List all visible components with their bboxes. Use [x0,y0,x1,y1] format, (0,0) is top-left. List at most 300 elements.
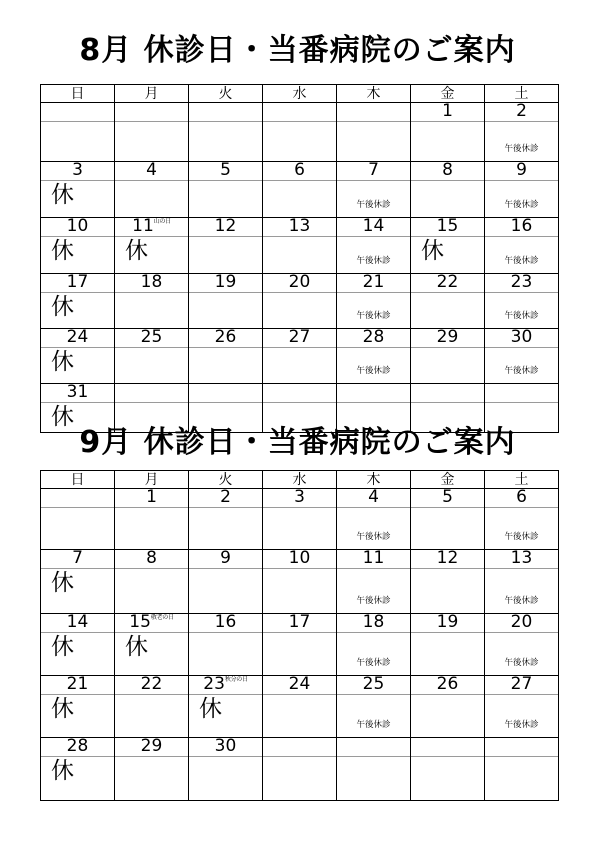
day-number [337,489,410,506]
august-calendar [40,84,559,433]
day-number-text: 23 [203,675,225,694]
day-number-text: 6 [294,161,305,180]
cell-divider [337,180,410,181]
cell-divider [411,180,484,181]
day-number [115,676,188,693]
closed-mark: 休 [51,758,74,784]
day-number [485,489,558,506]
day-number [263,614,336,631]
closed-mark: 休 [51,182,74,208]
closed-mark: 休 [199,696,222,722]
afternoon-closed-note: 午後休診 [356,366,391,376]
cell-divider [337,507,410,508]
day-cell [41,676,115,738]
day-number [189,162,262,179]
afternoon-closed-note: 午後休診 [504,720,539,730]
empty-cell [337,103,411,162]
day-cell [263,489,337,550]
day-number [411,162,484,179]
day-cell [115,614,189,676]
day-number-text: 5 [220,161,231,180]
cell-divider [337,632,410,633]
day-number [337,274,410,291]
cell-divider [263,402,336,403]
day-cell [189,676,263,738]
cell-divider [337,756,410,757]
closed-mark: 休 [51,634,74,660]
day-number-text: 16 [214,613,237,632]
day-number [41,738,114,755]
day-number [115,274,188,291]
weekday-header-row [41,85,559,103]
day-cell [337,489,411,550]
cell-divider [189,694,262,695]
cell-divider [115,121,188,122]
day-number-text: 3 [72,161,83,180]
day-cell [337,218,411,274]
afternoon-closed-note: 午後休診 [356,658,391,668]
day-number-text: 19 [436,613,459,632]
weekday-header: 月 [115,85,189,103]
cell-divider [485,236,558,237]
day-number-text: 11 [362,549,385,568]
cell-divider [337,347,410,348]
day-number-text: 18 [140,273,163,292]
day-cell [41,218,115,274]
closed-mark: 休 [51,696,74,722]
day-number [485,274,558,291]
day-number [485,614,558,631]
empty-cell [411,738,485,801]
afternoon-closed-note: 午後休診 [504,658,539,668]
afternoon-closed-note: 午後休診 [504,144,539,154]
weekday-header: 火 [189,85,263,103]
day-cell [485,550,559,614]
day-number-text: 24 [288,675,311,694]
day-cell [485,676,559,738]
week-row [41,218,559,274]
week-row [41,274,559,329]
day-cell [189,738,263,801]
day-cell [485,489,559,550]
empty-cell [115,103,189,162]
day-number [189,738,262,755]
day-number [115,329,188,346]
closed-mark: 休 [125,634,148,660]
day-cell [485,162,559,218]
day-cell [115,218,189,274]
day-number [337,614,410,631]
day-cell [337,550,411,614]
day-cell [263,329,337,384]
week-row [41,738,559,801]
day-number [337,329,410,346]
day-number-text: 8 [442,161,453,180]
day-cell [115,550,189,614]
day-number-text: 25 [140,328,163,347]
day-cell [189,550,263,614]
day-cell [263,550,337,614]
week-row [41,614,559,676]
week-row [41,103,559,162]
empty-cell [337,738,411,801]
cell-divider [485,632,558,633]
day-number-text: 27 [510,675,533,694]
day-number [485,218,558,235]
afternoon-closed-note: 午後休診 [504,596,539,606]
day-number-text: 7 [368,161,379,180]
day-number [411,676,484,693]
day-number-text: 22 [140,675,163,694]
day-number-text: 2 [516,102,527,121]
afternoon-closed-note: 午後休診 [356,532,391,542]
day-cell [189,274,263,329]
day-number-text: 9 [516,161,527,180]
weekday-header: 土 [485,471,559,489]
day-number-text: 28 [66,737,89,756]
cell-divider [189,292,262,293]
day-number-text: 19 [214,273,237,292]
day-cell [41,738,115,801]
day-number [115,218,188,235]
afternoon-closed-note: 午後休診 [504,532,539,542]
day-number-text: 27 [288,328,311,347]
day-number [41,384,114,401]
day-cell [115,274,189,329]
day-number [189,274,262,291]
day-number [337,162,410,179]
day-number-text: 14 [362,217,385,236]
day-number-text: 26 [436,675,459,694]
cell-divider [411,756,484,757]
weekday-header: 日 [41,471,115,489]
cell-divider [41,347,114,348]
day-number-text: 8 [146,549,157,568]
day-number-text: 4 [146,161,157,180]
day-number [189,218,262,235]
day-number [263,489,336,506]
day-cell [115,329,189,384]
day-number [411,218,484,235]
weekday-header: 水 [263,471,337,489]
day-cell [263,162,337,218]
day-cell [41,614,115,676]
cell-divider [189,347,262,348]
day-number-text: 12 [436,549,459,568]
day-number-text: 7 [72,549,83,568]
day-cell [337,676,411,738]
cell-divider [115,292,188,293]
day-number-text: 14 [66,613,89,632]
day-number [263,162,336,179]
day-number-text: 13 [510,549,533,568]
cell-divider [115,694,188,695]
cell-divider [189,402,262,403]
weekday-header: 金 [411,471,485,489]
empty-cell [485,738,559,801]
day-number [41,676,114,693]
day-cell [189,329,263,384]
day-number [485,162,558,179]
afternoon-closed-note: 午後休診 [356,311,391,321]
day-number [189,550,262,567]
day-cell [41,550,115,614]
cell-divider [485,756,558,757]
day-cell [485,103,559,162]
cell-divider [337,292,410,293]
day-cell [485,329,559,384]
cell-divider [337,121,410,122]
day-cell [485,614,559,676]
day-number [263,550,336,567]
weekday-header-row [41,471,559,489]
day-cell [337,329,411,384]
cell-divider [115,568,188,569]
day-number [485,103,558,120]
holiday-name: 秋分の日 [224,676,248,683]
empty-cell [41,103,115,162]
day-cell [411,218,485,274]
cell-divider [115,180,188,181]
day-number-text: 1 [442,102,453,121]
closed-mark: 休 [51,349,74,375]
cell-divider [263,756,336,757]
day-number [115,738,188,755]
cell-divider [411,292,484,293]
cell-divider [485,507,558,508]
day-number [485,676,558,693]
holiday-name: 敬老の日 [150,614,174,621]
afternoon-closed-note: 午後休診 [504,366,539,376]
day-number [115,489,188,506]
day-number-text: 20 [288,273,311,292]
day-number-text: 13 [288,217,311,236]
day-number [485,550,558,567]
day-number-text: 3 [294,488,305,507]
day-number-text: 1 [146,488,157,507]
day-cell [411,614,485,676]
day-number [189,614,262,631]
day-number-text: 10 [66,217,89,236]
day-number [337,218,410,235]
afternoon-closed-note: 午後休診 [504,256,539,266]
cell-divider [263,180,336,181]
day-number [41,614,114,631]
day-number [189,676,262,693]
day-number [115,550,188,567]
cell-divider [41,292,114,293]
cell-divider [41,121,114,122]
weekday-header: 水 [263,85,337,103]
august-title: 8月 休診日・当番病院のご案内 [79,33,516,68]
empty-cell [41,489,115,550]
day-number-text: 26 [214,328,237,347]
day-cell [485,218,559,274]
cell-divider [263,121,336,122]
day-number-text: 16 [510,217,533,236]
weekday-header: 土 [485,85,559,103]
day-number [115,614,188,631]
cell-divider [485,180,558,181]
day-cell [189,614,263,676]
cell-divider [41,507,114,508]
cell-divider [337,568,410,569]
day-cell [411,550,485,614]
closed-mark: 休 [51,294,74,320]
cell-divider [41,402,114,403]
cell-divider [189,632,262,633]
day-cell [337,614,411,676]
closed-mark: 休 [51,404,74,430]
weekday-header: 木 [337,471,411,489]
cell-divider [115,756,188,757]
cell-divider [263,694,336,695]
september-title: 9月 休診日・当番病院のご案内 [79,425,516,460]
cell-divider [411,347,484,348]
day-cell [189,489,263,550]
day-number [41,550,114,567]
day-cell [411,489,485,550]
day-number-text: 15 [436,217,459,236]
day-number-text: 21 [66,675,89,694]
day-cell [115,738,189,801]
day-number [115,162,188,179]
day-cell [411,162,485,218]
cell-divider [189,180,262,181]
day-number-text: 6 [516,488,527,507]
cell-divider [189,507,262,508]
afternoon-closed-note: 午後休診 [356,256,391,266]
day-number-text: 4 [368,488,379,507]
day-cell [115,489,189,550]
cell-divider [485,292,558,293]
cell-divider [263,347,336,348]
cell-divider [115,507,188,508]
day-number-text: 30 [510,328,533,347]
cell-divider [411,121,484,122]
cell-divider [41,236,114,237]
weekday-header: 火 [189,471,263,489]
weekday-header: 金 [411,85,485,103]
cell-divider [263,507,336,508]
day-number [263,329,336,346]
cell-divider [337,694,410,695]
cell-divider [411,236,484,237]
cell-divider [115,402,188,403]
day-number [411,274,484,291]
empty-cell [189,103,263,162]
closed-mark: 休 [51,238,74,264]
day-number [189,329,262,346]
cell-divider [115,632,188,633]
cell-divider [485,694,558,695]
closed-mark: 休 [51,570,74,596]
day-number-text: 31 [66,383,89,402]
day-number-text: 12 [214,217,237,236]
afternoon-closed-note: 午後休診 [356,200,391,210]
day-number [411,489,484,506]
cell-divider [485,402,558,403]
cell-divider [263,568,336,569]
day-cell [41,162,115,218]
day-cell [263,614,337,676]
day-cell [411,274,485,329]
cell-divider [189,236,262,237]
cell-divider [263,236,336,237]
day-number [485,329,558,346]
day-number-text: 22 [436,273,459,292]
week-row [41,329,559,384]
day-number [337,550,410,567]
day-number [263,676,336,693]
closed-mark: 休 [421,238,444,264]
week-row [41,162,559,218]
day-number-text: 18 [362,613,385,632]
day-number-text: 29 [140,737,163,756]
day-number-text: 25 [362,675,385,694]
cell-divider [41,632,114,633]
holiday-name: 山の日 [153,218,171,225]
cell-divider [263,292,336,293]
day-cell [41,329,115,384]
day-cell [263,676,337,738]
day-number [411,103,484,120]
day-number [41,162,114,179]
cell-divider [41,694,114,695]
day-number-text: 23 [510,273,533,292]
day-cell [411,103,485,162]
day-number-text: 21 [362,273,385,292]
week-row [41,676,559,738]
cell-divider [411,402,484,403]
cell-divider [485,568,558,569]
day-number-text: 10 [288,549,311,568]
closed-mark: 休 [125,238,148,264]
weekday-header: 日 [41,85,115,103]
cell-divider [189,121,262,122]
day-cell [411,329,485,384]
cell-divider [411,507,484,508]
day-number [263,274,336,291]
cell-divider [41,568,114,569]
day-number-text: 5 [442,488,453,507]
cell-divider [115,236,188,237]
day-number [263,218,336,235]
cell-divider [189,568,262,569]
day-cell [337,162,411,218]
day-cell [189,218,263,274]
day-cell [263,274,337,329]
day-number-text: 9 [220,549,231,568]
cell-divider [485,121,558,122]
cell-divider [337,236,410,237]
weekday-header: 月 [115,471,189,489]
cell-divider [337,402,410,403]
day-number-text: 2 [220,488,231,507]
cell-divider [411,694,484,695]
afternoon-closed-note: 午後休診 [504,311,539,321]
day-cell [411,676,485,738]
day-number-text: 30 [214,737,237,756]
day-number-text: 17 [66,273,89,292]
cell-divider [263,632,336,633]
day-cell [189,162,263,218]
day-number-text: 15 [129,613,151,632]
day-number-text: 20 [510,613,533,632]
cell-divider [485,347,558,348]
day-number [337,676,410,693]
day-number [41,218,114,235]
